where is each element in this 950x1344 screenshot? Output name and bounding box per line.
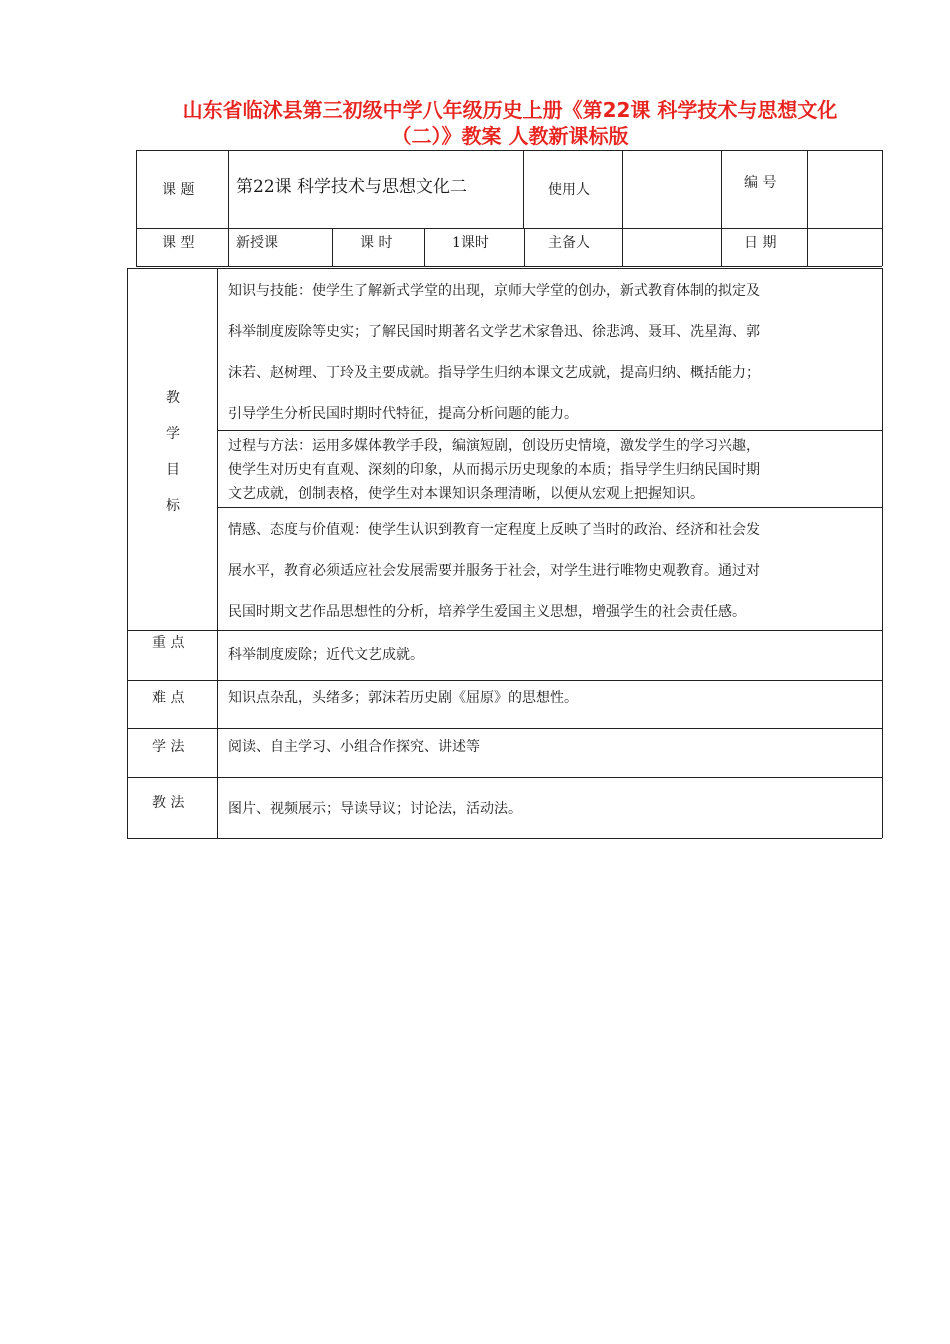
objectives-label-char: 目	[166, 462, 180, 478]
objective-attitude	[228, 510, 760, 633]
text-line: 知识与技能：使学生了解新式学堂的出现，京师大学堂的创办，新式教育体制的拟定及	[228, 283, 760, 299]
teach-method-label: 教 法	[152, 795, 185, 811]
label-topic: 课 题	[162, 182, 195, 198]
difficulty-value: 知识点杂乱，头绪多；郭沫若历史剧《屈原》的思想性。	[228, 690, 578, 706]
text-line: 民国时期文艺作品思想性的分析，培养学生爱国主义思想，增强学生的社会责任感。	[228, 604, 746, 620]
study-method-label: 学 法	[152, 739, 185, 755]
text-line: 文艺成就，创制表格，使学生对本课知识条理清晰，以便从宏观上把握知识。	[228, 486, 704, 502]
text-line: 引导学生分析民国时期时代特征，提高分析问题的能力。	[228, 406, 578, 422]
objectives-label-char: 学	[166, 426, 180, 442]
study-method-value: 阅读、自主学习、小组合作探究、讲述等	[228, 739, 480, 755]
label-type: 课 型	[162, 235, 195, 251]
difficulty-label: 难 点	[152, 690, 185, 706]
text-line: 过程与方法：运用多媒体教学手段，编演短剧，创设历史情境，激发学生的学习兴趣，	[228, 438, 760, 454]
key-point-value: 科举制度废除；近代文艺成就。	[228, 647, 424, 663]
teach-method-value: 图片、视频展示；导读导议；讨论法，活动法。	[228, 801, 522, 817]
objectives-label	[158, 380, 188, 524]
type-value: 新授课	[236, 235, 278, 251]
hours-value: 1课时	[452, 235, 489, 251]
objectives-label-char: 标	[166, 498, 180, 514]
objectives-label-char: 教	[166, 390, 180, 406]
title-line-1: 山东省临沭县第三初级中学八年级历史上册《第22课 科学技术与思想文化	[182, 98, 838, 122]
title-line-2: （二）》教案 人教新课标版	[391, 124, 629, 148]
text-line: 使学生对历史有直观、深刻的印象，从而揭示历史现象的本质；指导学生归纳民国时期	[228, 462, 760, 478]
text-line: 展水平，教育必须适应社会发展需要并服务于社会，对学生进行唯物史观教育。通过对	[228, 563, 760, 579]
label-number: 编 号	[744, 175, 777, 191]
label-preparer: 主备人	[548, 235, 590, 251]
label-date: 日 期	[744, 235, 777, 251]
text-line: 情感、态度与价值观：使学生认识到教育一定程度上反映了当时的政治、经济和社会发	[228, 522, 760, 538]
objective-process	[228, 434, 760, 506]
label-hours: 课 时	[360, 235, 393, 251]
key-point-label: 重 点	[152, 635, 185, 651]
objective-knowledge	[228, 271, 760, 435]
topic-value: 第22课 科学技术与思想文化二	[236, 177, 468, 197]
label-user: 使用人	[548, 182, 590, 198]
text-line: 沫若、赵树理、丁玲及主要成就。指导学生归纳本课文艺成就，提高归纳、概括能力；	[228, 365, 760, 381]
document-title	[130, 97, 890, 149]
text-line: 科举制度废除等史实；了解民国时期著名文学艺术家鲁迅、徐悲鸿、聂耳、冼星海、郭	[228, 324, 760, 340]
